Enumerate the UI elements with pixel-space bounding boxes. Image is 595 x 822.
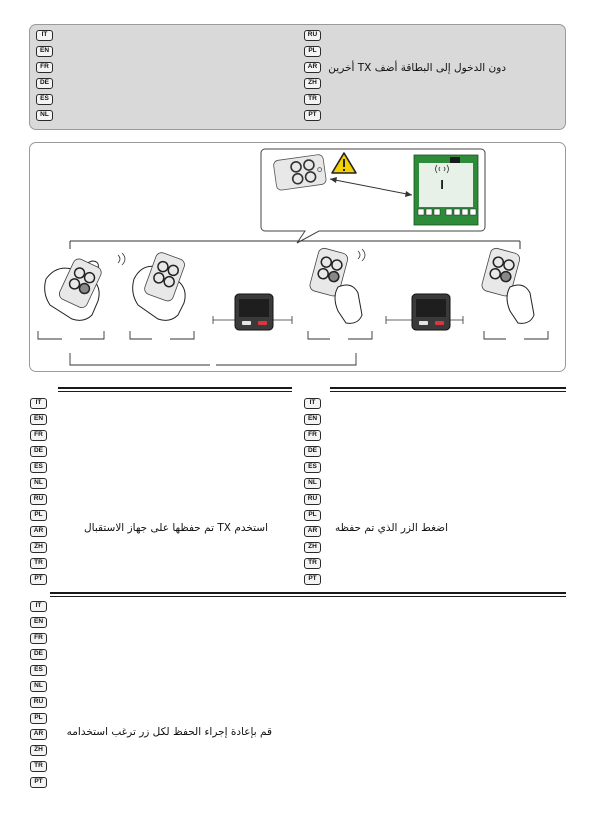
lang-badge-tr: TR [304, 558, 321, 569]
lang-badge-en: EN [304, 414, 321, 425]
lang-badge-fr: FR [30, 633, 47, 644]
lang-badge-pl: PL [304, 46, 321, 57]
lang-badge-it: IT [304, 398, 321, 409]
lang-badge-de: DE [30, 446, 47, 457]
lang-badge-ar: AR [30, 729, 47, 740]
diagram-panel [29, 142, 566, 372]
lang-badge-de: DE [304, 446, 321, 457]
hand-icon [133, 251, 187, 320]
language-header-panel [29, 24, 566, 130]
step3-rule-thin [50, 596, 566, 597]
lang-badge-nl: NL [36, 110, 53, 121]
header-arabic-text: دون الدخول إلى البطاقة أضف TX أخرين [328, 62, 506, 74]
lang-badge-tr: TR [30, 558, 47, 569]
lang-badge-es: ES [30, 665, 47, 676]
lang-badge-en: EN [36, 46, 53, 57]
lang-badge-zh: ZH [304, 78, 321, 89]
remote-icon [273, 154, 327, 191]
receiver-board-icon [414, 155, 478, 225]
receiver-device-icon [386, 294, 463, 330]
lang-badge-zh: ZH [304, 542, 321, 553]
hand-icon [309, 247, 365, 323]
lang-badge-zh: ZH [30, 745, 47, 756]
lang-badge-en: EN [30, 617, 47, 628]
lang-badge-pt: PT [304, 110, 321, 121]
lang-badge-de: DE [36, 78, 53, 89]
receiver-device-icon [213, 294, 292, 330]
lang-badge-it: IT [30, 398, 47, 409]
step1-rule [58, 387, 292, 389]
lang-badge-pt: PT [30, 574, 47, 585]
lang-badge-pl: PL [30, 713, 47, 724]
lang-badge-tr: TR [30, 761, 47, 772]
step2-rule-thin [330, 391, 566, 392]
step1-rule-thin [58, 391, 292, 392]
lang-badge-pt: PT [304, 574, 321, 585]
lang-badge-ar: AR [304, 62, 321, 73]
lang-badge-tr: TR [304, 94, 321, 105]
lang-badge-en: EN [30, 414, 47, 425]
step2-rule [330, 387, 566, 389]
bracket-line [70, 241, 520, 249]
lang-badge-pl: PL [304, 510, 321, 521]
lang-badge-it: IT [30, 601, 47, 612]
lang-badge-zh: ZH [30, 542, 47, 553]
step3-rule [50, 592, 566, 594]
procedure-diagram [30, 143, 567, 373]
lang-badge-nl: NL [304, 478, 321, 489]
step2-arabic-text: اضغط الزر الذي تم حفظه [335, 522, 448, 534]
svg-text:I: I [440, 177, 444, 192]
lang-badge-ru: RU [30, 494, 47, 505]
hand-icon [45, 253, 125, 320]
lang-badge-fr: FR [30, 430, 47, 441]
step-brackets [38, 331, 548, 365]
lang-badge-ru: RU [304, 494, 321, 505]
lang-badge-es: ES [30, 462, 47, 473]
lang-badge-ar: AR [30, 526, 47, 537]
lang-badge-ru: RU [30, 697, 47, 708]
lang-badge-de: DE [30, 649, 47, 660]
lang-badge-pl: PL [30, 510, 47, 521]
hand-icon [481, 247, 534, 323]
lang-badge-ar: AR [304, 526, 321, 537]
lang-badge-es: ES [304, 462, 321, 473]
lang-badge-es: ES [36, 94, 53, 105]
lang-badge-nl: NL [30, 681, 47, 692]
step1-arabic-text: استخدم TX تم حفظها على جهاز الاستقبال [84, 522, 268, 534]
lang-badge-it: IT [36, 30, 53, 41]
lang-badge-pt: PT [30, 777, 47, 788]
lang-badge-nl: NL [30, 478, 47, 489]
lang-badge-fr: FR [304, 430, 321, 441]
lang-badge-ru: RU [304, 30, 321, 41]
step3-arabic-text: قم بإعادة إجراء الحفظ لكل زر ترغب استخدامه [66, 726, 272, 738]
lang-badge-fr: FR [36, 62, 53, 73]
